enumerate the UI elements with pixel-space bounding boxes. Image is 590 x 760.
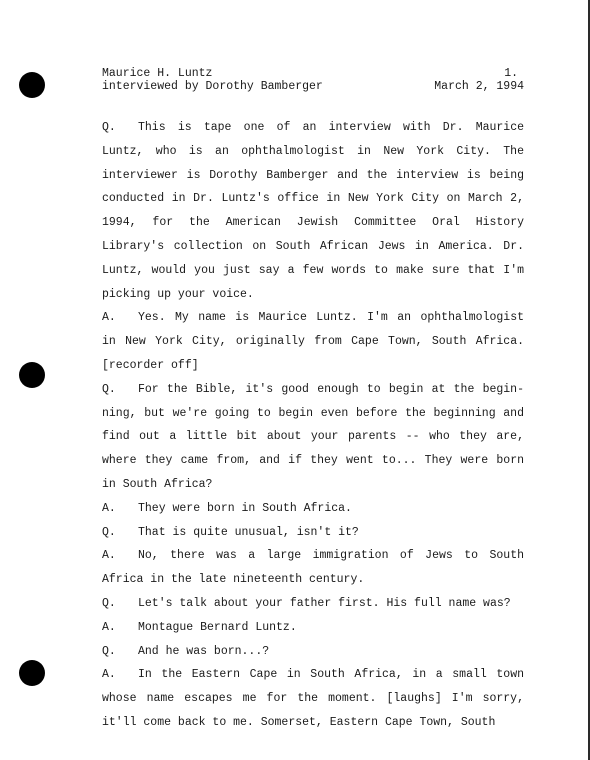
transcript-paragraph bbox=[102, 521, 524, 545]
paragraph-text: Montague Bernard Luntz. bbox=[138, 620, 297, 634]
speaker-tag: A. bbox=[102, 549, 116, 563]
narrator-name: Maurice H. Luntz bbox=[102, 67, 213, 80]
paragraph-text: For the Bible, it's good enough to begin at the begin-ning, but we're going to begin even before the beginning and find out a little bit about your parents -- who they are, where they came from, and if they went to... They were born in South Africa? bbox=[102, 382, 524, 491]
binder-hole bbox=[19, 362, 45, 388]
binder-hole bbox=[19, 660, 45, 686]
interviewer-line: interviewed by Dorothy Bamberger bbox=[102, 80, 323, 93]
transcript-paragraph bbox=[102, 616, 524, 640]
transcript-paragraph bbox=[102, 378, 524, 497]
transcript-paragraph bbox=[102, 306, 524, 377]
speaker-tag: A. bbox=[102, 620, 116, 634]
speaker-tag: A. bbox=[102, 668, 116, 682]
speaker-tag: A. bbox=[102, 501, 116, 515]
paragraph-text: And he was born...? bbox=[138, 644, 270, 658]
speaker-tag: Q. bbox=[102, 525, 116, 539]
paragraph-text: They were born in South Africa. bbox=[138, 501, 352, 515]
transcript-paragraph bbox=[102, 116, 524, 306]
speaker-tag: Q. bbox=[102, 382, 116, 396]
header-row-bottom bbox=[102, 80, 524, 93]
transcript-paragraph bbox=[102, 663, 524, 734]
speaker-tag: Q. bbox=[102, 644, 116, 658]
page-header bbox=[102, 67, 524, 93]
transcript-paragraph bbox=[102, 544, 524, 592]
paragraph-text: This is tape one of an interview with Dr. Maurice Luntz, who is an ophthalmologist in New York City. The interviewer is Dorothy Bamberger and the interview is being conducted in Dr. Luntz's office in New York City on March 2, 1994, for the American Jewish Committee Oral History Library's collection on South African Jews in America. Dr. Luntz, would you just say a few words to make sure that I'm picking up your voice. bbox=[102, 121, 524, 301]
transcript-paragraph bbox=[102, 640, 524, 664]
page-number: 1. bbox=[504, 67, 518, 80]
transcript-paragraph bbox=[102, 497, 524, 521]
interview-date: March 2, 1994 bbox=[434, 80, 524, 93]
paragraph-text: Let's talk about your father first. His full name was? bbox=[138, 596, 511, 610]
speaker-tag: Q. bbox=[102, 596, 116, 610]
binder-hole bbox=[19, 72, 45, 98]
speaker-tag: A. bbox=[102, 311, 116, 325]
speaker-tag: Q. bbox=[102, 121, 116, 134]
paragraph-text: In the Eastern Cape in South Africa, in a small town whose name escapes me for the moment. [laughs] I'm sorry, it'll come back to me. Somerset, Eastern Cape Town, South bbox=[102, 668, 524, 729]
header-row-top bbox=[102, 67, 524, 80]
paragraph-text: No, there was a large immigration of Jews to South Africa in the late nineteenth century. bbox=[102, 549, 524, 587]
paragraph-text: That is quite unusual, isn't it? bbox=[138, 525, 359, 539]
paragraph-text: Yes. My name is Maurice Luntz. I'm an ophthalmologist in New York City, originally from Cape Town, South Africa. [recorder off] bbox=[102, 311, 524, 372]
transcript-paragraph bbox=[102, 592, 524, 616]
transcript-body bbox=[102, 116, 524, 735]
